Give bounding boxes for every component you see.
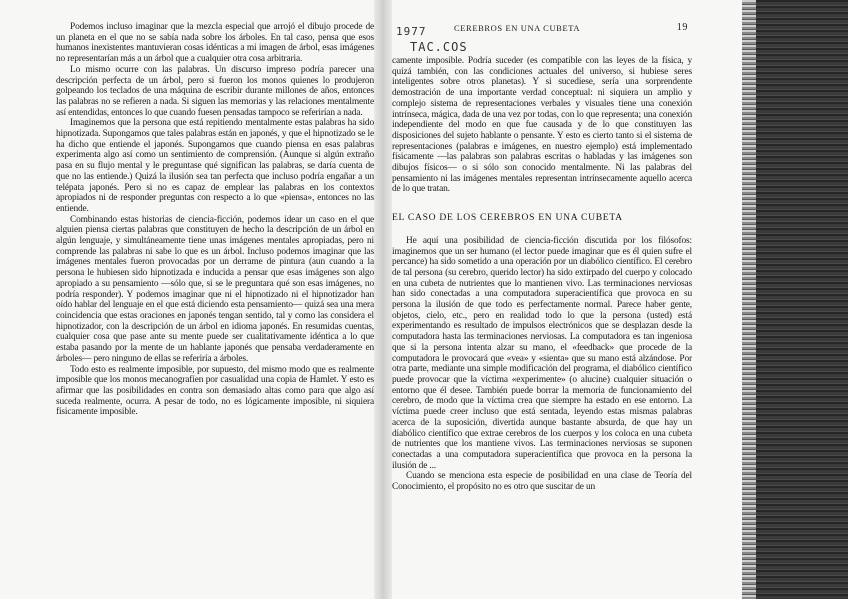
- right-page: [392, 22, 692, 581]
- left-paragraph-3: Imaginemos que la persona que está repitiendo mentalmente estas palabras ha sido hipnotizada. Supongamos que tales palabras están en japonés, y que el hipnotizado se le ha dicho que entiende el japonés. Supongamos que cuando piensa en esas palabras experimenta algo así como un sentimiento de comprensión. (Aunque si algún extraño pasa en su flujo mental y le preguntase qué significan las palabras, se daría cuenta de que no las entiende.) Quizá la ilusión sea tan perfecta que incluso podría engañar a un telépata japonés. Pero si no es capaz de emplear las palabras en los contextos apropiados ni de responder preguntas con respecto a lo que «piensa», entonces no las entiende.: [56, 118, 374, 214]
- left-paragraph-5: Todo esto es realmente imposible, por supuesto, del mismo modo que es realmente imposible que los monos mecanografíen por casualidad una copia de Hamlet. Y esto es afirmar que las posibilidades en contra son demasiado altas como para que algo así suceda realmente, ocurra. A pesar de todo, no es lógicamente imposible, ni siquiera físicamente imposible.: [56, 364, 374, 418]
- scan-dark-edge: [742, 0, 848, 599]
- right-paragraph-3: Cuando se menciona esta especie de posibilidad en una clase de Teoría del Conocimiento, el propósito no es otro que suscitar de un: [392, 471, 692, 493]
- left-paragraph-1: Podemos incluso imaginar que la mezcla especial que arrojó el dibujo procede de un planeta en el que no se sabía nada sobre los árboles. En tal caso, pensa que esos humanos inexistentes mantuvieran cosas idénticas a mi imagen de árbol, esas imágenes no representarían más a un árbol que a cualquier otra cosa arbitraria.: [56, 22, 374, 65]
- running-head: [392, 22, 692, 36]
- right-body: [392, 56, 692, 493]
- left-page: [56, 22, 374, 581]
- book-gutter: [374, 0, 392, 599]
- right-paragraph-1: camente imposible. Podría suceder (es compatible con las leyes de la física, y quizá también, con las condiciones actuales del universo, si hubiese seres inteligentes sobre otros planetas). Y si sucediese, sería una sorprendente demostración de una importante verdad conceptual: ni siquiera un amplio y complejo sistema de representaciones verbales y visuales tiene una conexión intrínseca, mágica, dada de una vez por todas, con lo que representa; una conexión independiente del modo en que fue causada y de lo que constituyen las disposiciones del sujeto hablante o pensante. Y esto es cierto tanto si el sistema de representaciones (palabras e imágenes, en nuestro ejemplo) está implementado físicamente —las palabras son palabras escritas o habladas y las imágenes son dibujos físicos— o si sólo son conocido mentalmente. Ni las palabras del pensamiento ni las imágenes mentales representan intrínsecamente aquello acerca de lo que tratan.: [392, 56, 692, 195]
- section-heading: EL CASO DE LOS CEREBROS EN UNA CUBETA: [392, 212, 623, 224]
- left-paragraph-2: Lo mismo ocurre con las palabras. Un discurso impreso podría parecer una descripción perfecta de un árbol, pero si fueron los monos quienes lo produjeron golpeando los teclados de una máquina de escribir durante millones de años, entonces las palabras no se refieren a nada. Si siguen las memorias y las relaciones mentalmente así entendidas, entonces lo que cuando fuesen pensadas tampoco se referirían a nada.: [56, 64, 374, 118]
- running-title: CEREBROS EN UNA CUBETA: [454, 23, 581, 33]
- handwritten-year: 1977: [396, 25, 427, 38]
- page-number: 19: [676, 22, 688, 33]
- left-paragraph-4: Combinando estas historias de ciencia-ficción, podemos idear un caso en el que alguien piensa ciertas palabras que constituyen de hecho la descripción de un árbol en algún lenguaje, y simultáneamente tiene unas imágenes mentales apropiadas, pero ni comprende las palabras ni sabe lo que es un árbol. Incluso podemos imaginar que las imágenes mentales fueron provocadas por un derrame de pintura (aun cuando a la persona le hubiesen sido hipnotizada e inducida a pensar que esas imágenes son algo apropiado a su pensamiento —sólo que, si se le preguntara qué son esas imágenes, no podría responder). Y podemos imaginar que ni el hipnotizado ni el hipnotizador han oído hablar del lenguaje en el que está diciendo esta pensamiento— quizá sea una mera coincidencia que estas oraciones en japonés tengan sentido, tal y como las considera el hipnotizador, con la descripción de un árbol en idioma japonés. En resumidas cuentas, cualquier cosa que pase ante su mente puede ser cualitativamente idéntica a lo que estaba pasando por la mente de un hablante japonés que pensaba verdaderamente en árboles— pero ninguno de ellas se referiría a árboles.: [56, 214, 374, 364]
- right-paragraph-2: He aquí una posibilidad de ciencia-ficción discutida por los filósofos: imaginemos que un ser humano (el lector puede imaginar que es él quien sufre el percance) ha sido sometido a una operación por un diabólico científico. El cerebro de tal persona (su cerebro, querido lector) ha sido extirpado del cuerpo y colocado en una cubeta de nutrientes que lo mantienen vivo. Las terminaciones nerviosas han sido conectadas a una computadora superacientífica que provoca en su persona la ilusión de que todo es perfectamente normal. Parece haber gente, objetos, cielo, etc., pero en realidad todo lo que la persona (usted) está experimentando es resultado de impulsos electrónicos que se desplazan desde la computadora hasta las terminaciones nerviosas. La computadora es tan ingeniosa que si la persona intenta alzar su mano, el «feedback» que procede de la computadora le provocará que «vea» y «sienta» que su mano está alzándose. Por otra parte, mediante una simple modificación del programa, el diabólico científico puede provocar que la víctima «experimente» (o alucine) cualquier situación o entorno que él desee. También puede borrar la memoria de funcionamiento del cerebro, de modo que la víctima crea que siempre ha estado en ese entorno. La víctima puede creer incluso que está sentada, leyendo estas mismas palabras acerca de la suposición, divertida aunque bastante absurda, de que hay un diabólico científico que extrae cerebros de los cuerpos y los coloca en una cubeta de nutrientes que los mantiene vivos. Las terminaciones nerviosas se suponen conectadas a una computadora superacientífica que provoca en la persona la ilusión de ...: [392, 235, 692, 471]
- handwritten-note: TAC.COS: [410, 40, 468, 54]
